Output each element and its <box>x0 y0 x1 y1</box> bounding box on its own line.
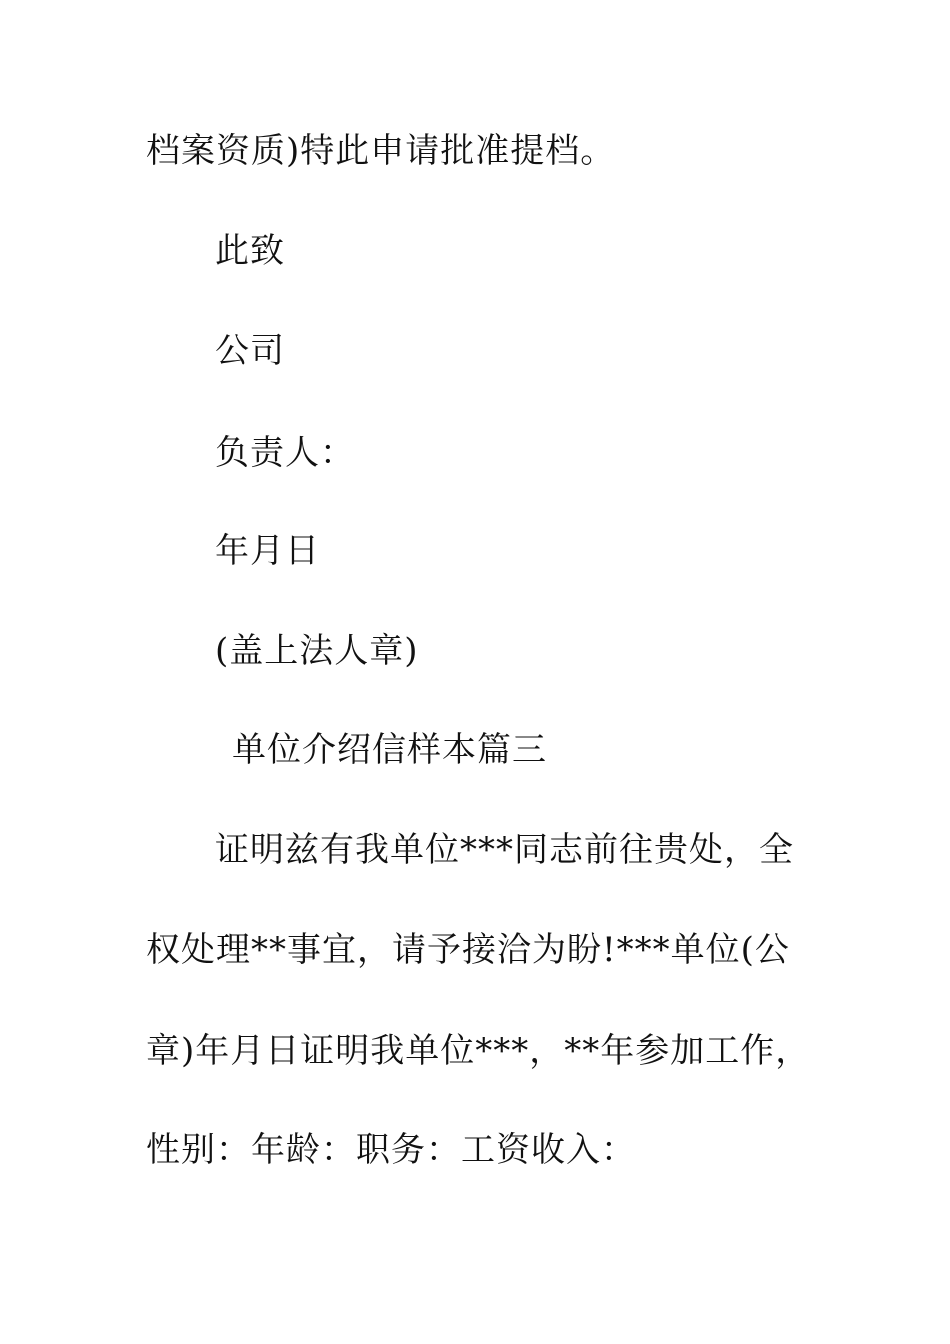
date-line: 年月日 <box>215 531 320 571</box>
salutation-line: 此致 <box>215 231 285 271</box>
paragraph-line: 权处理**事宜，请予接洽为盼!***单位(公 <box>146 930 790 970</box>
section-heading: 单位介绍信样本篇三 <box>232 730 547 770</box>
paragraph-line: 证明兹有我单位***同志前往贵处，全 <box>215 830 794 870</box>
recipient-line: 公司 <box>215 331 285 371</box>
paragraph-line: 性别：年龄：职务：工资收入： <box>146 1130 636 1170</box>
paragraph-line: 章)年月日证明我单位***，**年参加工作， <box>146 1031 811 1071</box>
paragraph-line: 档案资质)特此申请批准提档。 <box>146 131 616 171</box>
signatory-line: 负责人： <box>215 433 355 473</box>
seal-note-line: (盖上法人章) <box>215 631 419 671</box>
